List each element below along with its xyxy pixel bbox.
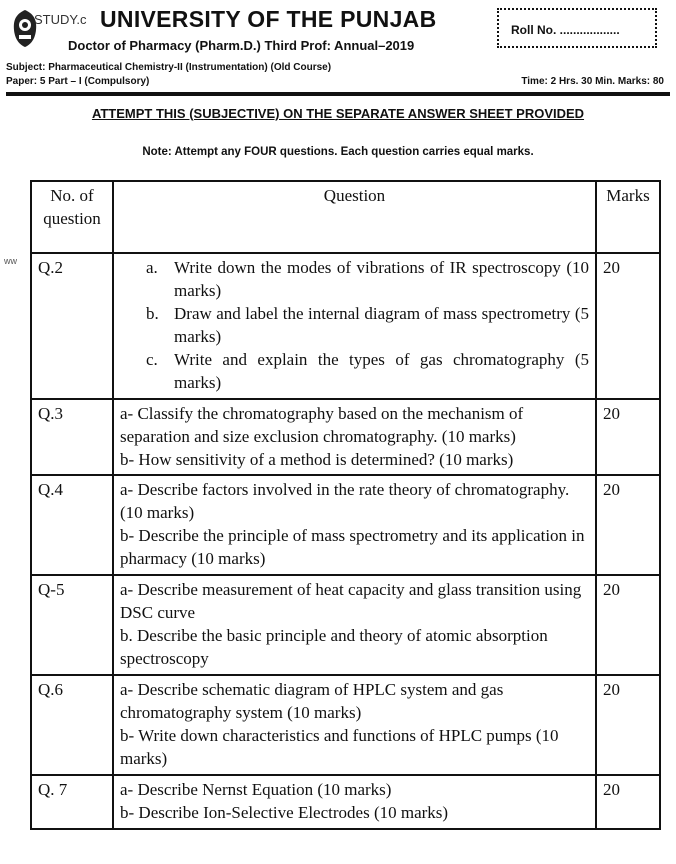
- watermark-text: STUDY.c: [34, 12, 87, 27]
- question-marks: 20: [596, 575, 660, 675]
- col-header-no: No. of question: [31, 181, 113, 253]
- table-row: [31, 253, 660, 399]
- subject-line: Subject: Pharmaceutical Chemistry-II (Instrumentation) (Old Course): [6, 62, 332, 73]
- question-marks: 20: [596, 675, 660, 775]
- question-no: Q-5: [31, 575, 113, 675]
- paper-line: Paper: 5 Part – I (Compulsory): [6, 76, 150, 87]
- question-text: a- Describe Nernst Equation (10 marks) b- Describe Ion-Selective Electrodes (10 marks): [113, 775, 596, 829]
- question-marks: 20: [596, 475, 660, 575]
- question-part: b. Draw and label the internal diagram of mass spectrometry (5 marks): [146, 303, 589, 346]
- question-no: Q. 7: [31, 775, 113, 829]
- table-row: [31, 475, 660, 575]
- university-title: UNIVERSITY OF THE PUNJAB: [100, 6, 437, 32]
- side-mark: ww: [4, 256, 17, 266]
- question-no: Q.6: [31, 675, 113, 775]
- question-marks: 20: [596, 253, 660, 399]
- question-no: Q.2: [31, 253, 113, 399]
- question-marks: 20: [596, 399, 660, 476]
- questions-table: [30, 180, 661, 830]
- question-text: a- Classify the chromatography based on the mechanism of separation and size exclusion chromatography. (10 marks) b- How sensitivity of a method is determined? (10 marks): [113, 399, 596, 476]
- question-part: a. Write down the modes of vibrations of IR spectroscopy (10 marks): [146, 258, 589, 300]
- table-row: [31, 775, 660, 829]
- question-text: a- Describe measurement of heat capacity and glass transition using DSC curve b. Describe the basic principle and theory of atomic absorption spectroscopy: [113, 575, 596, 675]
- attempt-instruction: ATTEMPT THIS (SUBJECTIVE) ON THE SEPARATE ANSWER SHEET PROVIDED: [91, 106, 585, 121]
- col-header-marks: Marks: [596, 181, 660, 253]
- table-row: [31, 399, 660, 476]
- divider: [6, 92, 670, 96]
- question-text: [113, 253, 596, 399]
- question-no: Q.4: [31, 475, 113, 575]
- note: Note: Attempt any FOUR questions. Each question carries equal marks.: [142, 146, 534, 158]
- col-header-question: Question: [113, 181, 596, 253]
- question-text: a- Describe factors involved in the rate theory of chromatography. (10 marks) b- Describe the principle of mass spectrometry and its application in pharmacy (10 marks): [113, 475, 596, 575]
- table-row: [31, 575, 660, 675]
- roll-no-box: [497, 8, 657, 48]
- question-part: c. Write and explain the types of gas chromatography (5 marks): [146, 349, 589, 392]
- roll-no-label: Roll No. ..................: [511, 23, 620, 37]
- degree-title: Doctor of Pharmacy (Pharm.D.) Third Prof: Annual–2019: [68, 38, 415, 53]
- table-header-row: [31, 181, 660, 253]
- table-row: [31, 675, 660, 775]
- question-marks: 20: [596, 775, 660, 829]
- question-no: Q.3: [31, 399, 113, 476]
- time-marks: Time: 2 Hrs. 30 Min. Marks: 80: [521, 76, 664, 87]
- question-text: a- Describe schematic diagram of HPLC system and gas chromatography system (10 marks) b- Write down characteristics and functions of HPLC pumps (10 marks): [113, 675, 596, 775]
